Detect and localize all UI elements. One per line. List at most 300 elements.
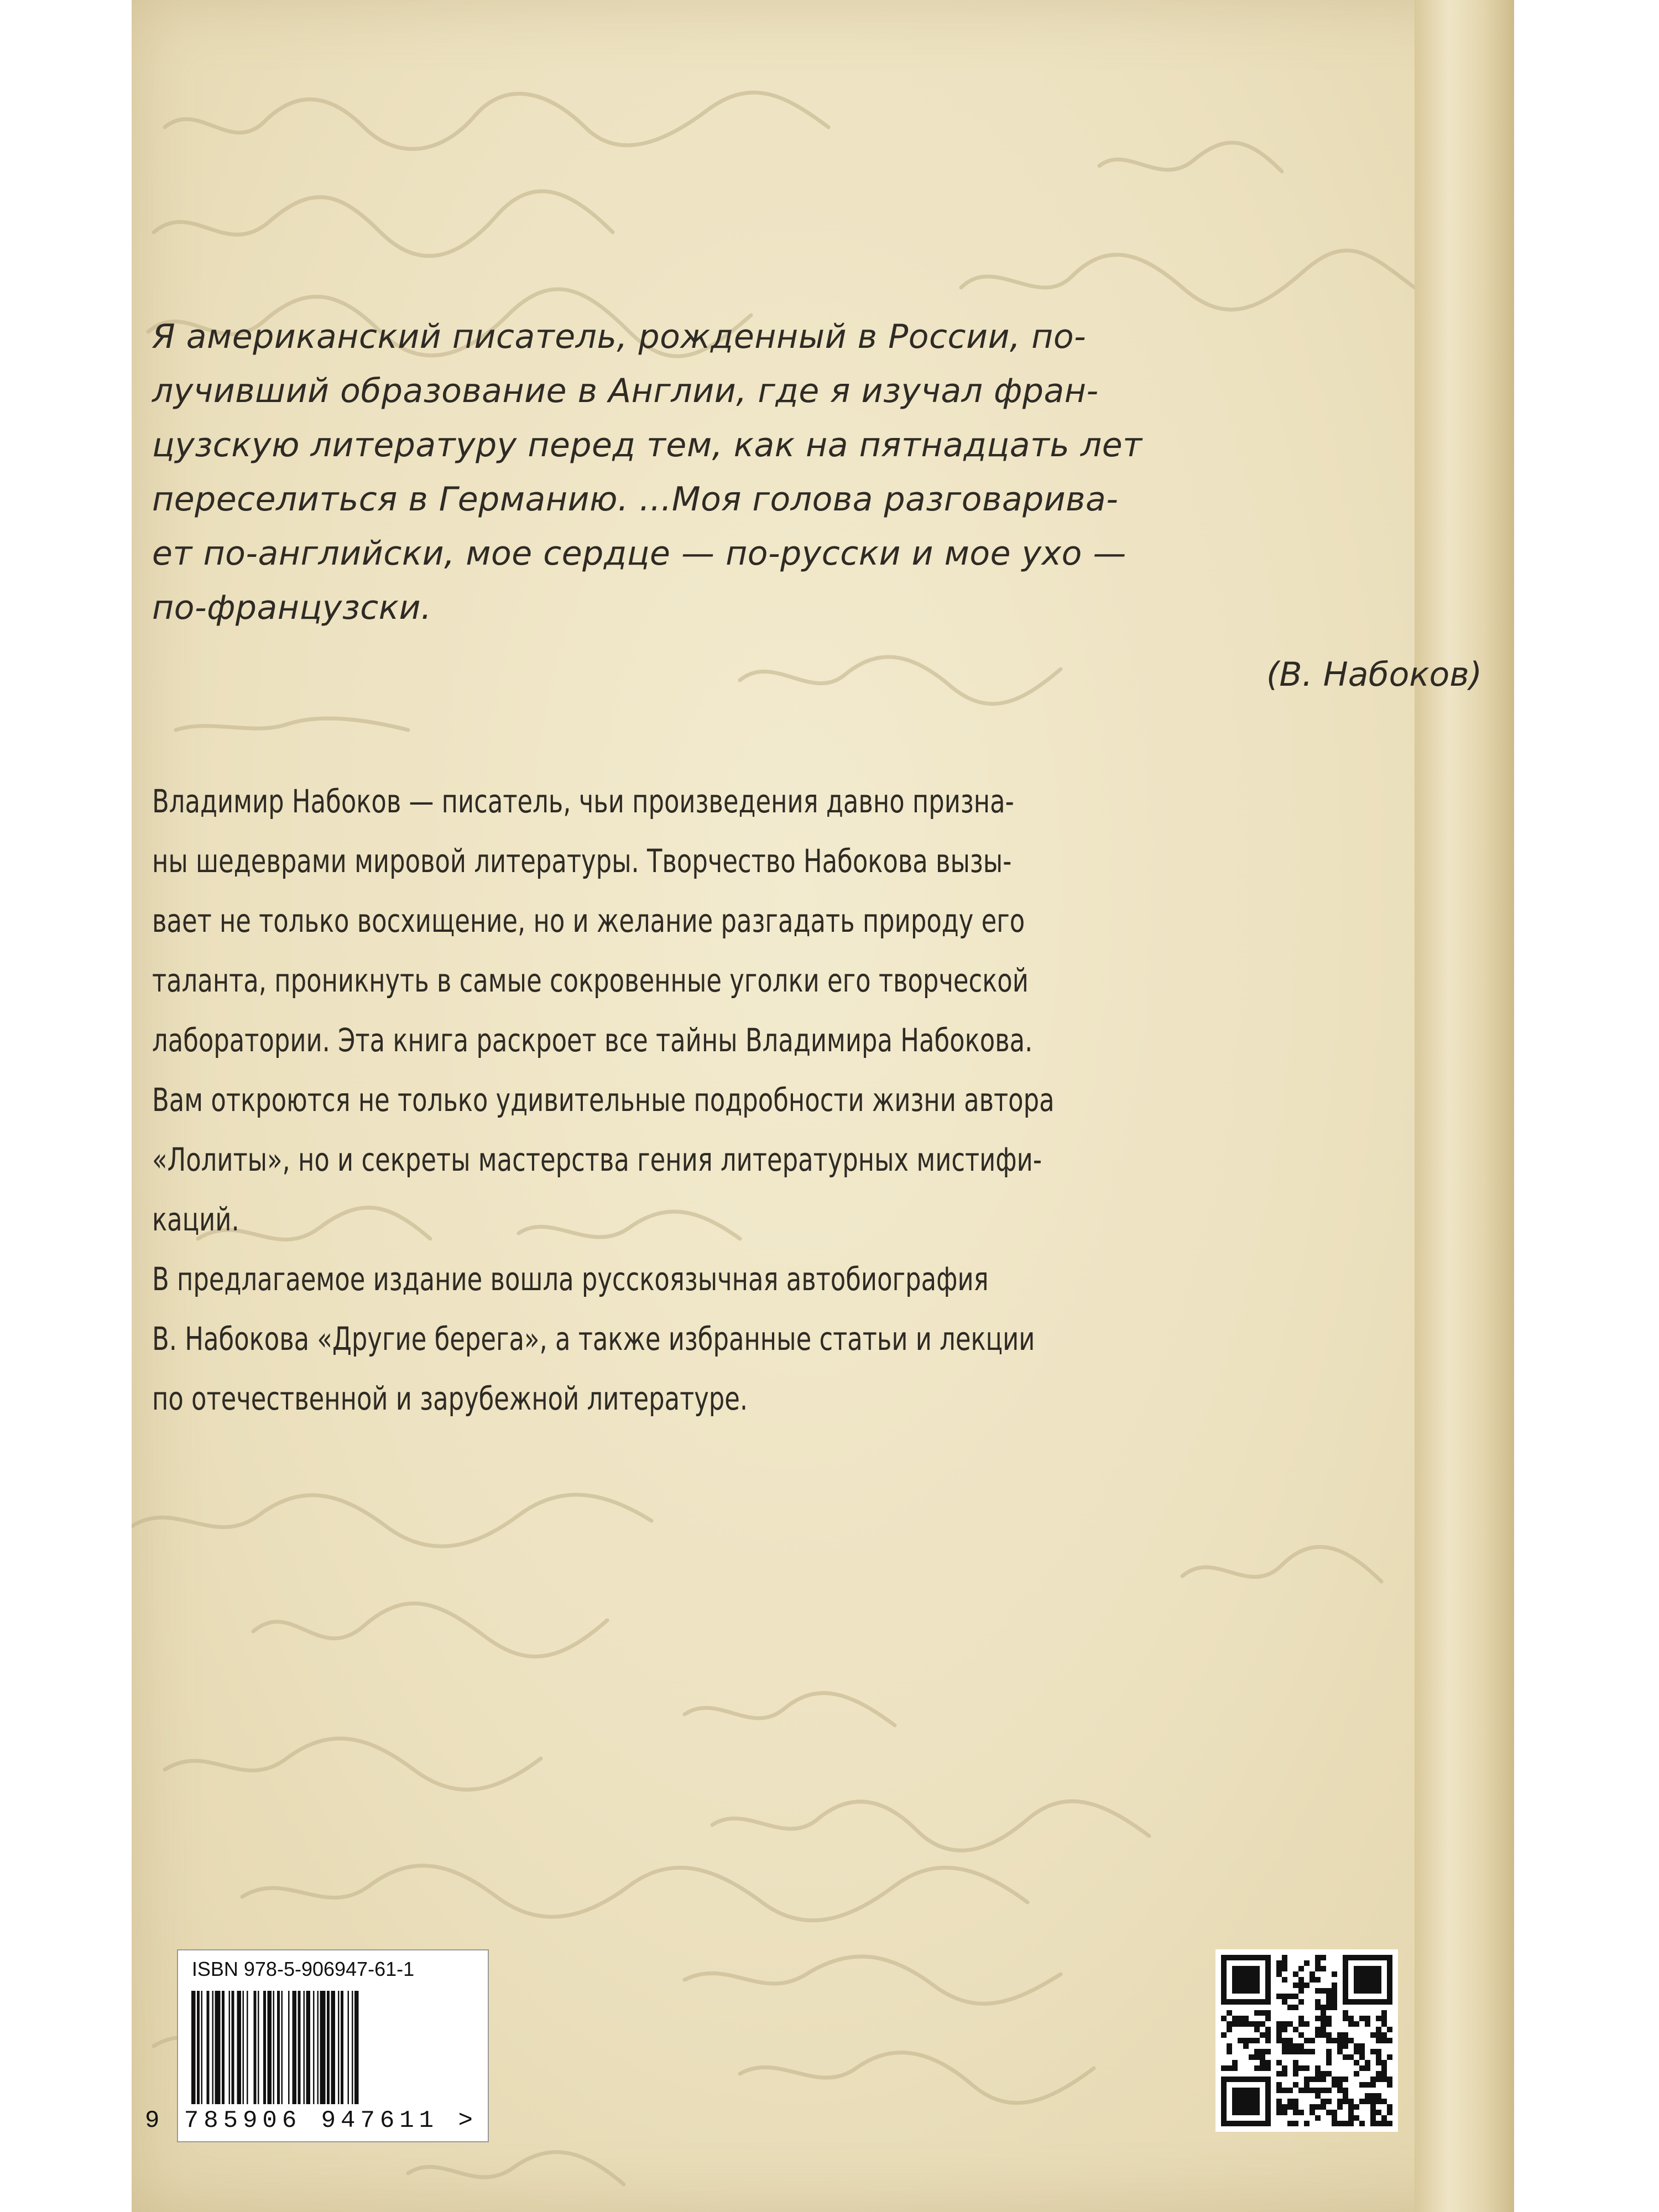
barcode-bar <box>215 1991 221 2104</box>
qr-module <box>1276 2099 1282 2104</box>
qr-module <box>1359 2043 1365 2049</box>
qr-module <box>1260 2021 1265 2027</box>
qr-module <box>1260 2065 1265 2071</box>
qr-module <box>1343 2093 1348 2099</box>
qr-module <box>1310 2049 1315 2054</box>
qr-module <box>1376 2099 1381 2104</box>
qr-module <box>1287 2038 1293 2043</box>
barcode-bar <box>263 1991 266 2104</box>
qr-module <box>1238 2016 1243 2021</box>
description-line: Владимир Набоков — писатель, чьи произведения давно призна- <box>152 782 1014 820</box>
qr-module <box>1298 1977 1304 1983</box>
qr-module <box>1287 2088 1293 2093</box>
barcode-bar <box>288 1991 290 2104</box>
qr-module <box>1332 1983 1337 1988</box>
qr-module <box>1354 2049 1359 2054</box>
qr-module <box>1337 2032 1343 2038</box>
qr-module <box>1321 2071 1326 2077</box>
qr-module <box>1310 2038 1315 2043</box>
qr-module <box>1376 2121 1381 2126</box>
qr-module <box>1337 2104 1343 2110</box>
qr-module <box>1298 1966 1304 1971</box>
qr-module <box>1282 2043 1287 2049</box>
qr-module <box>1254 2027 1260 2032</box>
qr-module <box>1282 2065 1287 2071</box>
qr-module <box>1332 2115 1337 2121</box>
qr-module <box>1326 2088 1332 2093</box>
qr-module <box>1354 2071 1359 2077</box>
qr-module <box>1310 1977 1315 1983</box>
qr-module <box>1321 1955 1326 1960</box>
qr-module <box>1337 2043 1343 2049</box>
qr-module <box>1265 2016 1271 2021</box>
qr-module <box>1315 2027 1321 2032</box>
qr-module <box>1326 2049 1332 2054</box>
qr-module <box>1298 1983 1304 1988</box>
qr-module <box>1343 2043 1348 2049</box>
qr-module <box>1321 1988 1326 1994</box>
qr-module <box>1343 2121 1348 2126</box>
qr-module <box>1265 2065 1271 2071</box>
qr-module <box>1260 2049 1265 2054</box>
qr-module <box>1293 2049 1298 2054</box>
qr-module <box>1387 2054 1392 2060</box>
qr-module <box>1254 2065 1260 2071</box>
qr-module <box>1276 2104 1282 2110</box>
qr-module <box>1260 2010 1265 2016</box>
description-line: лаборатории. Эта книга раскроет все тайны Владимира Набокова. <box>152 1021 1033 1059</box>
barcode-bar <box>354 1991 359 2104</box>
qr-module <box>1365 2082 1370 2088</box>
qr-module <box>1276 2082 1282 2088</box>
qr-finder-inner <box>1354 1966 1381 1994</box>
qr-module <box>1315 2071 1321 2077</box>
qr-module <box>1282 1994 1287 1999</box>
qr-module <box>1276 2060 1282 2065</box>
barcode-bar <box>317 1991 319 2104</box>
qr-module <box>1365 2021 1370 2027</box>
qr-module <box>1387 2110 1392 2115</box>
qr-module <box>1298 2110 1304 2115</box>
qr-module <box>1381 2021 1387 2027</box>
quote-attribution: (В. Набоков) <box>1266 655 1482 694</box>
qr-module <box>1387 2077 1392 2082</box>
qr-module <box>1282 2104 1287 2110</box>
qr-finder-inner <box>1232 2088 1260 2115</box>
qr-module <box>1343 2016 1348 2021</box>
qr-module <box>1354 2104 1359 2110</box>
qr-module <box>1265 2027 1271 2032</box>
qr-module <box>1221 2032 1227 2038</box>
qr-module <box>1276 2027 1282 2032</box>
barcode-bar <box>229 1991 231 2104</box>
barcode-bar <box>304 1991 305 2104</box>
barcode-bar <box>212 1991 214 2104</box>
qr-module <box>1376 2093 1381 2099</box>
qr-module <box>1321 2099 1326 2104</box>
qr-module <box>1343 2088 1348 2093</box>
qr-module <box>1365 2065 1370 2071</box>
barcode-bar <box>201 1991 203 2104</box>
qr-module <box>1298 2032 1304 2038</box>
qr-module <box>1381 2077 1387 2082</box>
qr-module <box>1326 2071 1332 2077</box>
qr-module <box>1381 2071 1387 2077</box>
qr-module <box>1381 2060 1387 2065</box>
qr-module <box>1370 2110 1376 2115</box>
qr-module <box>1304 2088 1310 2093</box>
qr-module <box>1332 2038 1337 2043</box>
qr-module <box>1387 2121 1392 2126</box>
qr-module <box>1287 2021 1293 2027</box>
qr-module <box>1227 2043 1232 2049</box>
barcode-bar <box>207 1991 210 2104</box>
qr-module <box>1265 2049 1271 2054</box>
qr-module <box>1304 1960 1310 1966</box>
qr-module <box>1293 2005 1298 2010</box>
qr-module <box>1260 2054 1265 2060</box>
qr-module <box>1298 2088 1304 2093</box>
qr-module <box>1348 2054 1354 2060</box>
qr-module <box>1337 2099 1343 2104</box>
qr-module <box>1332 1988 1337 1994</box>
qr-module <box>1365 2016 1370 2021</box>
qr-module <box>1298 2021 1304 2027</box>
qr-module <box>1287 1994 1293 1999</box>
qr-module <box>1282 1999 1287 2005</box>
qr-module <box>1376 2071 1381 2077</box>
qr-module <box>1370 2115 1376 2121</box>
barcode <box>188 1991 476 2110</box>
isbn-label: ISBN 978-5-906947-61-1 <box>191 1958 415 1980</box>
qr-module <box>1282 2088 1287 2093</box>
qr-module <box>1370 2032 1376 2038</box>
description-line: вает не только восхищение, но и желание разгадать природу его <box>152 902 1025 940</box>
qr-module <box>1376 2027 1381 2032</box>
qr-module <box>1337 2088 1343 2093</box>
qr-module <box>1282 1955 1287 1960</box>
barcode-bar <box>327 1991 330 2104</box>
qr-module <box>1265 2010 1271 2016</box>
qr-module <box>1265 2060 1271 2065</box>
book-description <box>152 771 1241 1428</box>
qr-module <box>1298 1999 1304 2005</box>
qr-module <box>1326 2054 1332 2060</box>
barcode-bar <box>197 1991 200 2104</box>
qr-module <box>1348 2115 1354 2121</box>
qr-module <box>1354 2115 1359 2121</box>
qr-module <box>1227 2010 1232 2016</box>
qr-module <box>1293 2071 1298 2077</box>
qr-module <box>1370 2104 1376 2110</box>
quote-line: ет по-английски, мое сердце — по-русски и мое ухо — <box>152 534 1126 573</box>
qr-module <box>1249 2038 1254 2043</box>
barcode-bar <box>320 1991 326 2104</box>
qr-module <box>1321 1966 1326 1971</box>
qr-module <box>1376 2077 1381 2082</box>
qr-module <box>1326 2016 1332 2021</box>
qr-module <box>1359 2082 1365 2088</box>
qr-module <box>1310 2088 1315 2093</box>
qr-module <box>1381 2032 1387 2038</box>
qr-module <box>1227 2065 1232 2071</box>
barcode-bar <box>298 1991 301 2104</box>
qr-module <box>1254 2049 1260 2054</box>
qr-module <box>1287 2099 1293 2104</box>
qr-module <box>1243 2038 1249 2043</box>
barcode-bar <box>247 1991 248 2104</box>
qr-module <box>1315 1966 1321 1971</box>
description-line: Вам откроются не только удивительные подробности жизни автора <box>152 1081 1055 1119</box>
qr-module <box>1304 2121 1310 2126</box>
qr-module <box>1310 2104 1315 2110</box>
qr-module <box>1315 2077 1321 2082</box>
qr-module <box>1282 2038 1287 2043</box>
qr-module <box>1315 2016 1321 2021</box>
qr-module <box>1348 2016 1354 2021</box>
barcode-bar <box>306 1991 311 2104</box>
quote-line: переселиться в Германию. ...Моя голова разговарива- <box>152 480 1119 519</box>
qr-module <box>1287 2049 1293 2054</box>
quote-line: цузскую литературу перед тем, как на пятнадцать лет <box>152 426 1142 465</box>
qr-module <box>1343 2077 1348 2082</box>
qr-module <box>1315 1999 1321 2005</box>
qr-module <box>1315 2088 1321 2093</box>
qr-module <box>1243 2021 1249 2027</box>
qr-module <box>1343 2099 1348 2104</box>
qr-module <box>1276 2032 1282 2038</box>
qr-module <box>1232 2016 1238 2021</box>
qr-module <box>1227 2049 1232 2054</box>
qr-module <box>1304 2065 1310 2071</box>
qr-module <box>1343 2010 1348 2016</box>
qr-module <box>1249 2054 1254 2060</box>
qr-module <box>1326 1999 1332 2005</box>
qr-module <box>1260 2032 1265 2038</box>
qr-module <box>1326 2032 1332 2038</box>
qr-module <box>1293 1971 1298 1977</box>
qr-module <box>1343 2038 1348 2043</box>
qr-module <box>1387 2027 1392 2032</box>
qr-module <box>1276 2021 1282 2027</box>
qr-module <box>1381 2121 1387 2126</box>
barcode-bar <box>222 1991 225 2104</box>
qr-module <box>1365 2093 1370 2099</box>
barcode-bar <box>341 1991 343 2104</box>
qr-module <box>1321 2077 1326 2082</box>
qr-module <box>1254 2054 1260 2060</box>
qr-module <box>1326 2005 1332 2010</box>
qr-module <box>1232 2065 1238 2071</box>
qr-module <box>1381 2038 1387 2043</box>
qr-module <box>1381 2016 1387 2021</box>
qr-module <box>1348 2021 1354 2027</box>
qr-module <box>1359 2016 1365 2021</box>
qr-module <box>1376 2032 1381 2038</box>
qr-module <box>1315 1955 1321 1960</box>
qr-module <box>1282 2021 1287 2027</box>
qr-module <box>1293 2027 1298 2032</box>
qr-module <box>1387 2038 1392 2043</box>
qr-module <box>1337 2121 1343 2126</box>
qr-module <box>1304 1983 1310 1988</box>
qr-module <box>1337 2077 1343 2082</box>
qr-module <box>1376 2060 1381 2065</box>
quote-line: по-французски. <box>152 588 432 627</box>
qr-module <box>1304 2049 1310 2054</box>
qr-module <box>1348 2110 1354 2115</box>
qr-module <box>1370 2077 1376 2082</box>
qr-module <box>1232 2021 1238 2027</box>
qr-module <box>1276 1966 1282 1971</box>
book-spine <box>1415 0 1514 2212</box>
qr-module <box>1282 2027 1287 2032</box>
qr-module <box>1332 2082 1337 2088</box>
qr-module <box>1326 1994 1332 1999</box>
qr-module <box>1298 2065 1304 2071</box>
qr-module <box>1332 2121 1337 2126</box>
qr-module <box>1310 2077 1315 2082</box>
qr-module <box>1321 2021 1326 2027</box>
qr-module <box>1326 1988 1332 1994</box>
qr-module <box>1376 2049 1381 2054</box>
barcode-bar <box>258 1991 259 2104</box>
qr-module <box>1221 2016 1227 2021</box>
description-line: ны шедеврами мировой литературы. Творчество Набокова вызы- <box>152 842 1012 880</box>
qr-module <box>1287 2043 1293 2049</box>
qr-module <box>1326 2110 1332 2115</box>
qr-module <box>1293 2121 1298 2126</box>
qr-module <box>1315 1960 1321 1966</box>
qr-module <box>1332 1994 1337 1999</box>
description-line: таланта, проникнуть в самые сокровенные уголки его творческой <box>152 962 1029 999</box>
qr-module <box>1359 2121 1365 2126</box>
qr-module <box>1315 2093 1321 2099</box>
barcode-bar <box>273 1991 275 2104</box>
qr-module <box>1365 2060 1370 2065</box>
qr-module <box>1287 2121 1293 2126</box>
qr-module <box>1354 2043 1359 2049</box>
barcode-bar <box>268 1991 272 2104</box>
qr-module <box>1370 2121 1376 2126</box>
description-line: по отечественной и зарубежной литературе. <box>152 1380 748 1417</box>
barcode-bar <box>254 1991 257 2104</box>
barcode-bar <box>313 1991 315 2104</box>
qr-module <box>1310 1971 1315 1977</box>
qr-module <box>1370 2049 1376 2054</box>
barcode-bar <box>338 1991 340 2104</box>
qr-module <box>1276 1994 1282 1999</box>
qr-module <box>1293 2043 1298 2049</box>
qr-module <box>1332 1999 1337 2005</box>
qr-module <box>1265 2038 1271 2043</box>
qr-module <box>1381 2099 1387 2104</box>
qr-module <box>1376 2054 1381 2060</box>
barcode-bar <box>293 1991 297 2104</box>
qr-module <box>1365 2099 1370 2104</box>
qr-module <box>1321 2104 1326 2110</box>
qr-module <box>1321 2027 1326 2032</box>
qr-module <box>1337 2038 1343 2043</box>
qr-code <box>1215 1949 1398 2132</box>
qr-module <box>1293 2104 1298 2110</box>
qr-module <box>1315 2005 1321 2010</box>
qr-module <box>1348 2038 1354 2043</box>
qr-module <box>1354 2021 1359 2027</box>
qr-module <box>1359 2054 1365 2060</box>
barcode-bar <box>352 1991 353 2104</box>
qr-module <box>1354 2060 1359 2065</box>
qr-module <box>1249 2021 1254 2027</box>
qr-module <box>1315 2065 1321 2071</box>
qr-module <box>1337 2049 1343 2054</box>
qr-module <box>1276 2038 1282 2043</box>
qr-module <box>1276 2088 1282 2093</box>
qr-module <box>1315 2104 1321 2110</box>
barcode-bar <box>281 1991 283 2104</box>
qr-finder-inner <box>1232 1966 1260 1994</box>
qr-module <box>1321 2088 1326 2093</box>
qr-module <box>1298 2049 1304 2054</box>
qr-module <box>1315 1977 1321 1983</box>
qr-module <box>1359 2065 1365 2071</box>
qr-module <box>1337 2082 1343 2088</box>
qr-module <box>1287 2104 1293 2110</box>
qr-module <box>1254 2038 1260 2043</box>
barcode-bar <box>348 1991 349 2104</box>
description-line: «Лолиты», но и секреты мастерства гения литературных мистифи- <box>152 1141 1042 1178</box>
barcode-bar <box>277 1991 280 2104</box>
qr-module <box>1310 2110 1315 2115</box>
qr-module <box>1332 2077 1337 2082</box>
qr-module <box>1321 2032 1326 2038</box>
qr-module <box>1276 1971 1282 1977</box>
qr-module <box>1359 2049 1365 2054</box>
qr-module <box>1343 2032 1348 2038</box>
qr-module <box>1276 2071 1282 2077</box>
qr-module <box>1315 1988 1321 1994</box>
qr-module <box>1370 2093 1376 2099</box>
qr-module <box>1348 2121 1354 2126</box>
qr-module <box>1381 2010 1387 2016</box>
qr-module <box>1298 1988 1304 1994</box>
qr-module <box>1298 2016 1304 2021</box>
qr-module <box>1343 2054 1348 2060</box>
qr-module <box>1370 2099 1376 2104</box>
qr-module <box>1348 2099 1354 2104</box>
qr-module <box>1238 2038 1243 2043</box>
qr-module <box>1326 2099 1332 2104</box>
qr-module <box>1282 1977 1287 1983</box>
barcode-bar <box>191 1991 196 2104</box>
barcode-bar <box>232 1991 234 2104</box>
qr-module <box>1332 2110 1337 2115</box>
barcode-bar <box>237 1991 242 2104</box>
description-line: В. Набокова «Другие берега», а также избранные статьи и лекции <box>152 1320 1035 1358</box>
qr-module <box>1359 2099 1365 2104</box>
qr-module <box>1282 2049 1287 2054</box>
qr-module <box>1282 1960 1287 1966</box>
qr-module <box>1326 2021 1332 2027</box>
qr-module <box>1227 2021 1232 2027</box>
qr-module <box>1304 2038 1310 2043</box>
barcode-digits: 9 785906 947611 > <box>145 2107 478 2135</box>
qr-module <box>1293 2065 1298 2071</box>
qr-module <box>1381 2115 1387 2121</box>
qr-module <box>1254 2021 1260 2027</box>
qr-module <box>1276 2110 1282 2115</box>
qr-module <box>1265 2032 1271 2038</box>
